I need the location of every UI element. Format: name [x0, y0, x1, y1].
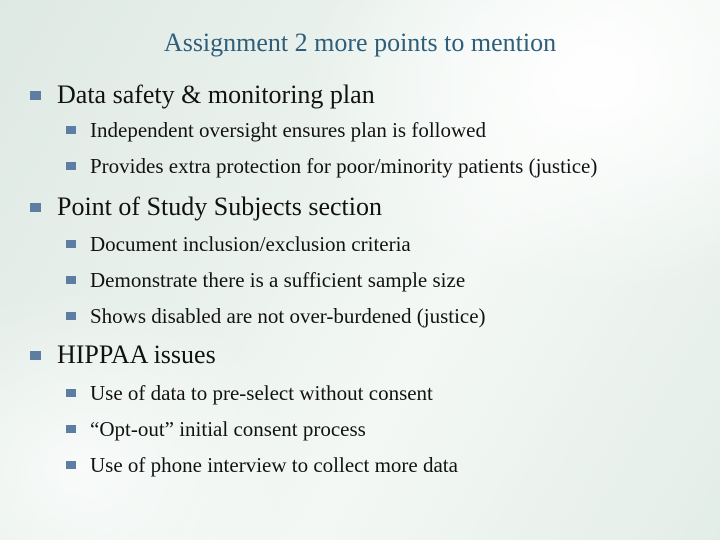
square-bullet-icon [66, 162, 76, 170]
square-bullet-icon [30, 203, 41, 212]
bullet-item [30, 192, 382, 222]
sub-bullet-text: Demonstrate there is a sufficient sample size [90, 268, 466, 292]
sub-bullet-text: Provides extra protection for poor/minority patients (justice) [90, 154, 598, 178]
sub-bullet-text: Shows disabled are not over-burdened (justice) [90, 304, 486, 328]
square-bullet-icon [66, 389, 76, 397]
square-bullet-icon [66, 312, 76, 320]
sub-bullet-item [66, 417, 366, 442]
sub-bullet-item [66, 154, 597, 179]
bullet-text: HIPPAA issues [57, 340, 216, 369]
square-bullet-icon [30, 91, 41, 100]
square-bullet-icon [66, 240, 76, 248]
bullet-text: Data safety & monitoring plan [57, 80, 375, 109]
sub-bullet-text: “Opt-out” initial consent process [90, 417, 366, 441]
sub-bullet-item [66, 118, 486, 143]
sub-bullet-text: Use of data to pre-select without consent [90, 381, 433, 405]
sub-bullet-text: Independent oversight ensures plan is followed [90, 118, 486, 142]
square-bullet-icon [66, 425, 76, 433]
sub-bullet-item [66, 268, 465, 293]
square-bullet-icon [66, 126, 76, 134]
square-bullet-icon [66, 276, 76, 284]
sub-bullet-item [66, 232, 411, 257]
bullet-text: Point of Study Subjects section [57, 192, 382, 221]
square-bullet-icon [30, 351, 41, 360]
sub-bullet-text: Document inclusion/exclusion criteria [90, 232, 411, 256]
sub-bullet-item [66, 304, 486, 329]
sub-bullet-item [66, 381, 433, 406]
bullet-item [30, 340, 216, 370]
sub-bullet-item [66, 453, 458, 478]
sub-bullet-text: Use of phone interview to collect more data [90, 453, 458, 477]
square-bullet-icon [66, 461, 76, 469]
slide-title: Assignment 2 more points to mention [163, 28, 557, 57]
bullet-item [30, 80, 375, 110]
